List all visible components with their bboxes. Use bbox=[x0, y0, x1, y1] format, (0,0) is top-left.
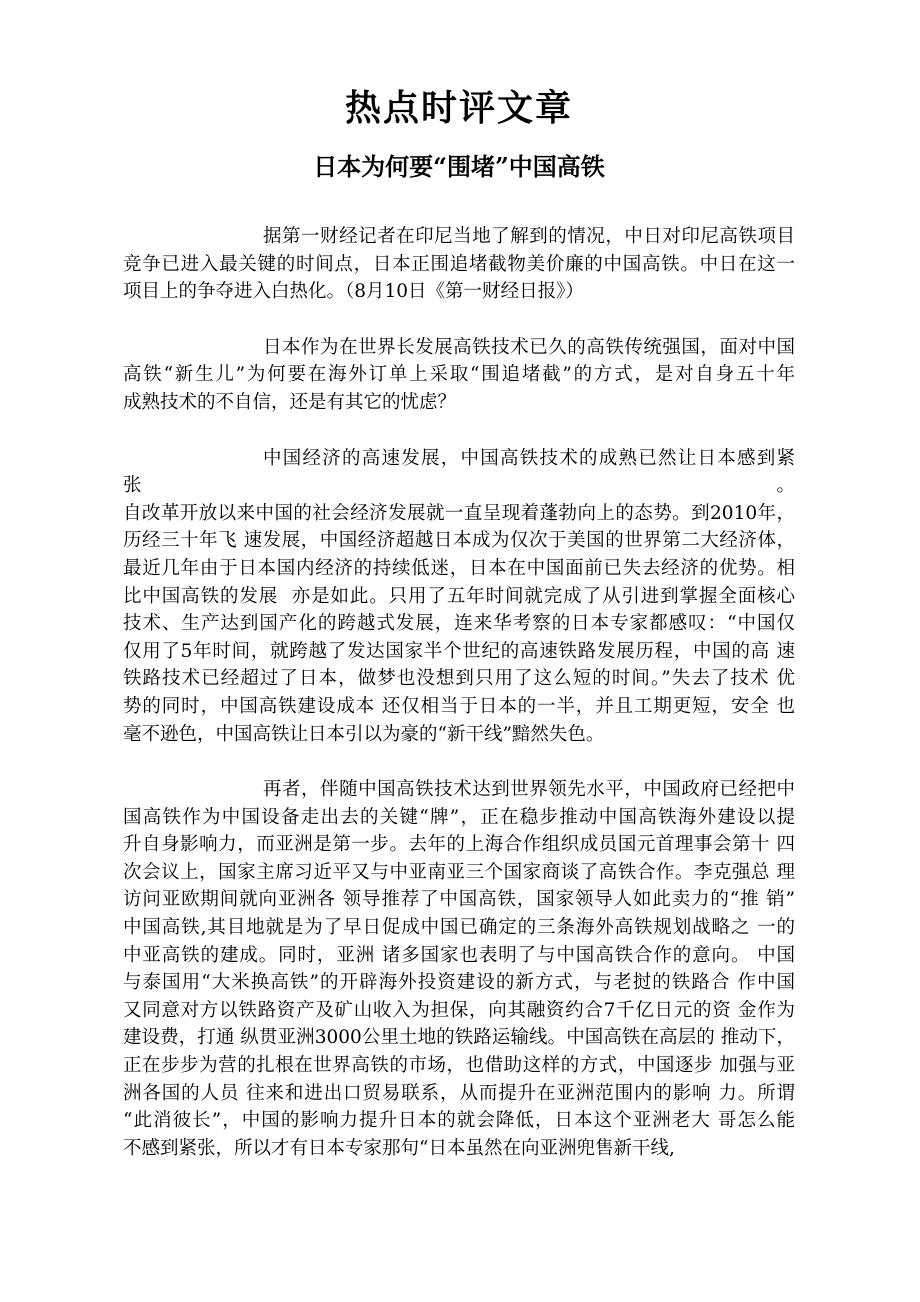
text-line: 比中国高铁的发展 亦是如此。只用了五年时间就完成了从引进到掌握全面核心 bbox=[123, 585, 795, 607]
text-line: 仅用了5年时间，就跨越了发达国家半个世纪的高速铁路发展历程，中国的高 速 bbox=[123, 640, 795, 662]
text-line: 毫不逊色，中国高铁让日本引以为豪的“新干线”黯然失色。 bbox=[123, 723, 605, 745]
text-line: 竞争已进入最关键的时间点，日本正围追堵截物美价廉的中国高铁。中日在这一 bbox=[123, 253, 795, 275]
text-line: 正在步步为营的扎根在世界高铁的市场，也借助这样的方式，中国逐步 加强与亚 bbox=[123, 1055, 795, 1077]
text-line: 中亚高铁的建成。同时，亚洲 诸多国家也表明了与中国高铁合作的意向。 中国 bbox=[123, 944, 795, 966]
document-title: 热点时评文章 bbox=[344, 87, 573, 129]
text-line: 洲各国的人员 往来和进出口贸易联系，从而提升在亚洲范围内的影响 力。所谓 bbox=[123, 1082, 795, 1104]
text-line: 再者，伴随中国高铁技术达到世界领先水平，中国政府已经把中 bbox=[263, 779, 795, 801]
text-line: 高铁“新生儿”为何要在海外订单上采取“围追堵截”的方式，是对自身五十年 bbox=[123, 364, 795, 386]
text-line: 铁路技术已经超过了日本，做梦也没想到只用了这么短的时间。”失去了技术 优 bbox=[123, 668, 795, 690]
text-line: “此消彼长”，中国的影响力提升日本的就会降低，日本这个亚洲老大 哥怎么能 bbox=[123, 1110, 795, 1132]
text-line: 建设费，打通 纵贯亚洲3000公里土地的铁路运输线。中国高铁在高层的 推动下， bbox=[123, 1027, 795, 1049]
text-line: 自改革开放以来中国的社会经济发展就一直呈现着蓬勃向上的态势。到2010年， bbox=[123, 502, 795, 524]
text-line: 次会议上，国家主席习近平又与中亚南亚三个国家商谈了高铁合作。李克强总 理 bbox=[123, 861, 795, 883]
text-line: 技术、生产达到国产化的跨越式发展，连来华考察的日本专家都感叹：“中国仅 bbox=[123, 613, 795, 635]
text-line: 最近几年由于日本国内经济的持续低迷，日本在中国面前已失去经济的优势。相 bbox=[123, 557, 795, 579]
text-line: 据第一财经记者在印尼当地了解到的情况，中日对印尼高铁项目 bbox=[263, 226, 795, 247]
text-line: 历经三十年飞 速发展，中国经济超越日本成为仅次于美国的世界第二大经济体， bbox=[123, 530, 795, 552]
text-line: 项目上的争夺进入白热化。（8月10日《第一财经日报》） bbox=[123, 281, 584, 303]
paragraph bbox=[123, 334, 795, 417]
text-line: 国高铁作为中国设备走出去的关键“牌”，正在稳步推动中国高铁海外建设以提 bbox=[123, 806, 795, 828]
text-line: 中国高铁,其目地就是为了早日促成中国已确定的三条海外高铁规划战略之 一的 bbox=[123, 917, 795, 939]
text-line: 势的同时，中国高铁建设成本 还仅相当于日本的一半，并且工期更短，安全 也 bbox=[123, 695, 795, 717]
text-line: 访问亚欧期间就向亚洲各 领导推荐了中国高铁，国家领导人如此卖力的“推 销” bbox=[123, 889, 795, 911]
article-body bbox=[123, 223, 795, 1162]
text-line: 成熟技术的不自信，还是有其它的忧虑？ bbox=[123, 391, 457, 413]
article-title: 日本为何要“围堵”中国高铁 bbox=[313, 152, 605, 181]
text-line: 日本作为在世界长发展高铁技术已久的高铁传统强国，面对中国 bbox=[263, 336, 795, 358]
text-line: 升自身影响力，而亚洲是第一步。去年的上海合作组织成员国元首理事会第十 四 bbox=[123, 834, 795, 856]
text-line: 中国经济的高速发展，中国高铁技术的成熟已然让日本感到紧张。 bbox=[123, 447, 795, 497]
paragraph bbox=[123, 776, 795, 1162]
text-line: 不感到紧张，所以才有日本专家那句“日本虽然在向亚洲兜售新干线, bbox=[123, 1137, 675, 1159]
text-line: 与泰国用“大米换高铁”的开辟海外投资建设的新方式，与老挝的铁路合 作中国 bbox=[123, 972, 795, 994]
paragraph bbox=[123, 223, 795, 306]
paragraph bbox=[123, 445, 795, 749]
text-line: 又同意对方以铁路资产及矿山收入为担保，向其融资约合7千亿日元的资 金作为 bbox=[123, 999, 795, 1021]
